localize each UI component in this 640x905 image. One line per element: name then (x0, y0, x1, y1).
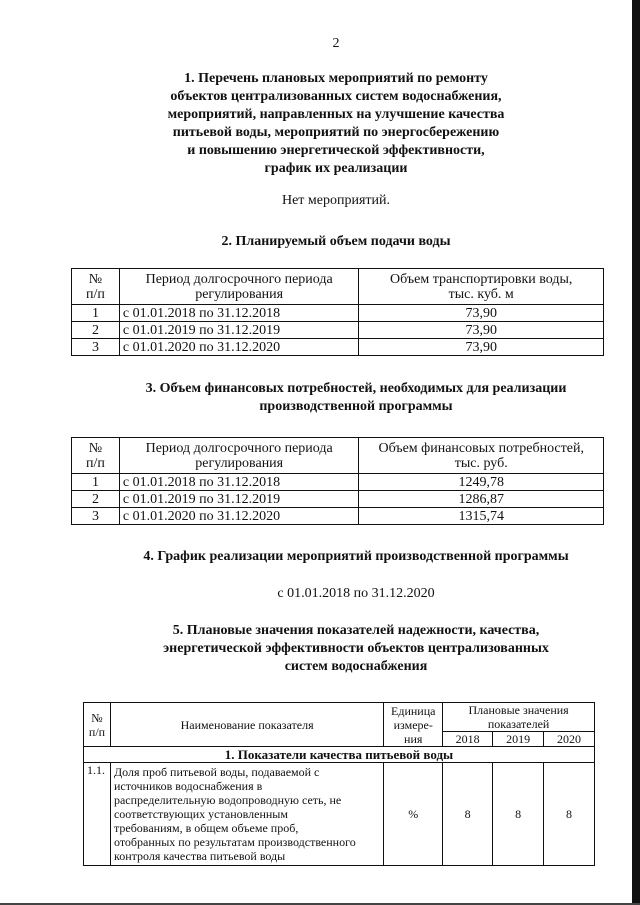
section1-title-line: мероприятий, направленных на улучшение качества (167, 107, 505, 122)
row-num: 3 (72, 508, 120, 525)
section4-title: 4. График реализации мероприятий производственной программы (143, 549, 569, 564)
row-value: 1315,74 (359, 508, 604, 525)
section1-title-line: объектов централизованных систем водоснабжения, (170, 89, 502, 104)
section1-title-line: питьевой воды, мероприятий по энергосбережению (172, 125, 500, 140)
page-number: 2 (332, 36, 340, 51)
row-text-line: требованиям, в общем объеме проб, (113, 821, 299, 835)
row-value-2020: 8 (544, 763, 595, 866)
table-row (72, 305, 604, 322)
header-period: Период долгосрочного периода регулирования (119, 438, 359, 474)
table-row (72, 491, 604, 508)
row-value-2019: 8 (493, 763, 544, 866)
row-num: 1.1. (84, 763, 111, 866)
section5-title (0, 622, 640, 676)
group-title: 1. Показатели качества питьевой воды (84, 747, 595, 763)
table-row (72, 339, 604, 356)
row-text-line: источников водоснабжения в (113, 779, 263, 793)
table-header-row (72, 269, 604, 305)
table-header-row (84, 703, 595, 732)
financial-needs-table (71, 437, 604, 525)
section3-title-line: производственной программы (259, 399, 453, 414)
header-name: Наименование показателя (110, 703, 383, 747)
row-period: с 01.01.2018 по 31.12.2018 (119, 474, 359, 491)
section1-title-line: график их реализации (264, 161, 408, 176)
row-num: 2 (72, 491, 120, 508)
table-row (72, 474, 604, 491)
section5-title-line: 5. Плановые значения показателей надежности, качества, (172, 623, 540, 638)
row-num: 1 (72, 305, 120, 322)
water-supply-table (71, 268, 604, 356)
section5-title-line: систем водоснабжения (284, 659, 428, 674)
header-value: Объем финансовых потребностей, тыс. руб. (359, 438, 604, 474)
section1-title-line: 1. Перечень плановых мероприятий по ремонту (184, 71, 488, 86)
row-value: 1249,78 (359, 474, 604, 491)
row-value: 73,90 (359, 305, 604, 322)
row-value-2018: 8 (443, 763, 493, 866)
table-row (72, 508, 604, 525)
section1-title-line: и повышению энергетической эффективности, (187, 143, 485, 158)
row-value: 1286,87 (359, 491, 604, 508)
header-num: № п/п (72, 269, 120, 305)
table-row (72, 322, 604, 339)
table-row (84, 763, 595, 866)
row-period: с 01.01.2020 по 31.12.2020 (119, 339, 359, 356)
row-indicator-name (110, 763, 383, 866)
table-group-row (84, 747, 595, 763)
row-value: 73,90 (359, 339, 604, 356)
row-text-line: контроля качества питьевой воды (113, 849, 286, 863)
header-period: Период долгосрочного периода регулирования (119, 269, 359, 305)
header-plan: Плановые значения показателей (443, 703, 595, 732)
section3-title (0, 380, 640, 416)
row-period: с 01.01.2019 по 31.12.2019 (119, 491, 359, 508)
row-num: 1 (72, 474, 120, 491)
row-period: с 01.01.2018 по 31.12.2018 (119, 305, 359, 322)
header-unit: Единица измере- ния (384, 703, 443, 747)
header-year-2019: 2019 (493, 732, 544, 747)
header-value: Объем транспортировки воды, тыс. куб. м (359, 269, 604, 305)
row-text-line: соответствующих установленным (113, 807, 288, 821)
row-period: с 01.01.2020 по 31.12.2020 (119, 508, 359, 525)
table-header-row (72, 438, 604, 474)
section2-title: 2. Планируемый объем подачи воды (221, 234, 451, 249)
section5-title-line: энергетической эффективности объектов централизованных (163, 641, 549, 656)
section3-title-line: 3. Объем финансовых потребностей, необходимых для реализации (145, 381, 567, 396)
header-num: № п/п (84, 703, 111, 747)
row-value: 73,90 (359, 322, 604, 339)
header-year-2018: 2018 (443, 732, 493, 747)
indicators-table (83, 702, 595, 866)
section1-title (0, 70, 640, 178)
row-num: 3 (72, 339, 120, 356)
section4-period: с 01.01.2018 по 31.12.2020 (277, 586, 435, 601)
section1-note: Нет мероприятий. (281, 193, 391, 208)
scan-edge (632, 0, 640, 905)
row-unit: % (384, 763, 443, 866)
row-period: с 01.01.2019 по 31.12.2019 (119, 322, 359, 339)
row-text-line: отобранных по результатам производственного (113, 835, 356, 849)
header-num: № п/п (72, 438, 120, 474)
header-year-2020: 2020 (544, 732, 595, 747)
row-text-line: Доля проб питьевой воды, подаваемой с (113, 765, 320, 779)
row-num: 2 (72, 322, 120, 339)
row-text-line: распределительную водопроводную сеть, не (113, 793, 342, 807)
